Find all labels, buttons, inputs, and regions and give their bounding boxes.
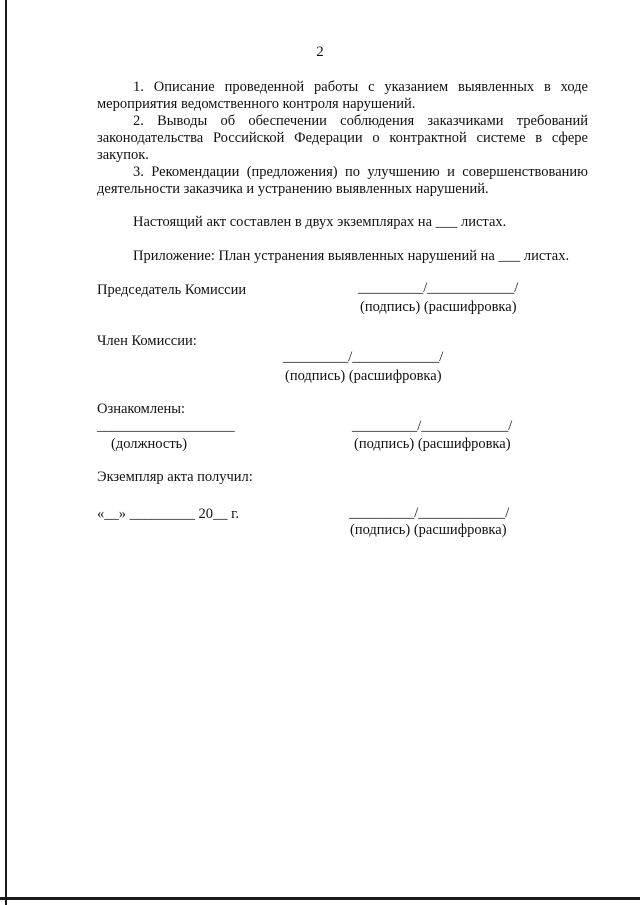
copies-statement: Настоящий акт составлен в двух экземплярах на ___ листах. [133, 214, 507, 230]
copy-received-label: Экземпляр акта получил: [97, 469, 253, 485]
appendix-statement: Приложение: План устранения выявленных нарушений на ___ листах. [133, 248, 570, 264]
copy-received-signature-line: _________/____________/ [349, 505, 510, 521]
member-signature-caption: (подпись) (расшифровка) [285, 368, 442, 384]
scan-edge-bottom [0, 897, 640, 900]
paragraph-2: 2. Выводы об обеспечении соблюдения заказчиками требований законодательства Российской Федерации о контрактной системе в сфере закупок. [97, 113, 588, 163]
position-line: ___________________ [97, 418, 235, 434]
chairman-signature-caption: (подпись) (расшифровка) [360, 299, 517, 315]
paragraph-3: 3. Рекомендации (предложения) по улучшению и совершенствованию деятельности заказчика и устранению выявленных нарушений. [97, 164, 588, 197]
date-line: «__» _________ 20__ г. [97, 506, 240, 522]
acquainted-label: Ознакомлены: [97, 401, 186, 417]
page-number: 2 [316, 44, 324, 60]
acquainted-signature-line: _________/____________/ [352, 418, 513, 434]
member-label: Член Комиссии: [97, 333, 197, 349]
position-caption: (должность) [111, 436, 188, 452]
paragraph-1: 1. Описание проведенной работы с указанием выявленных в ходе мероприятия ведомственного контроля нарушений. [97, 79, 588, 112]
member-signature-line: _________/____________/ [283, 349, 444, 365]
chairman-label: Председатель Комиссии [97, 282, 247, 298]
copy-received-signature-caption: (подпись) (расшифровка) [350, 522, 507, 538]
chairman-signature-line: _________/____________/ [358, 280, 519, 296]
scan-edge-left [5, 0, 7, 905]
acquainted-signature-caption: (подпись) (расшифровка) [354, 436, 511, 452]
